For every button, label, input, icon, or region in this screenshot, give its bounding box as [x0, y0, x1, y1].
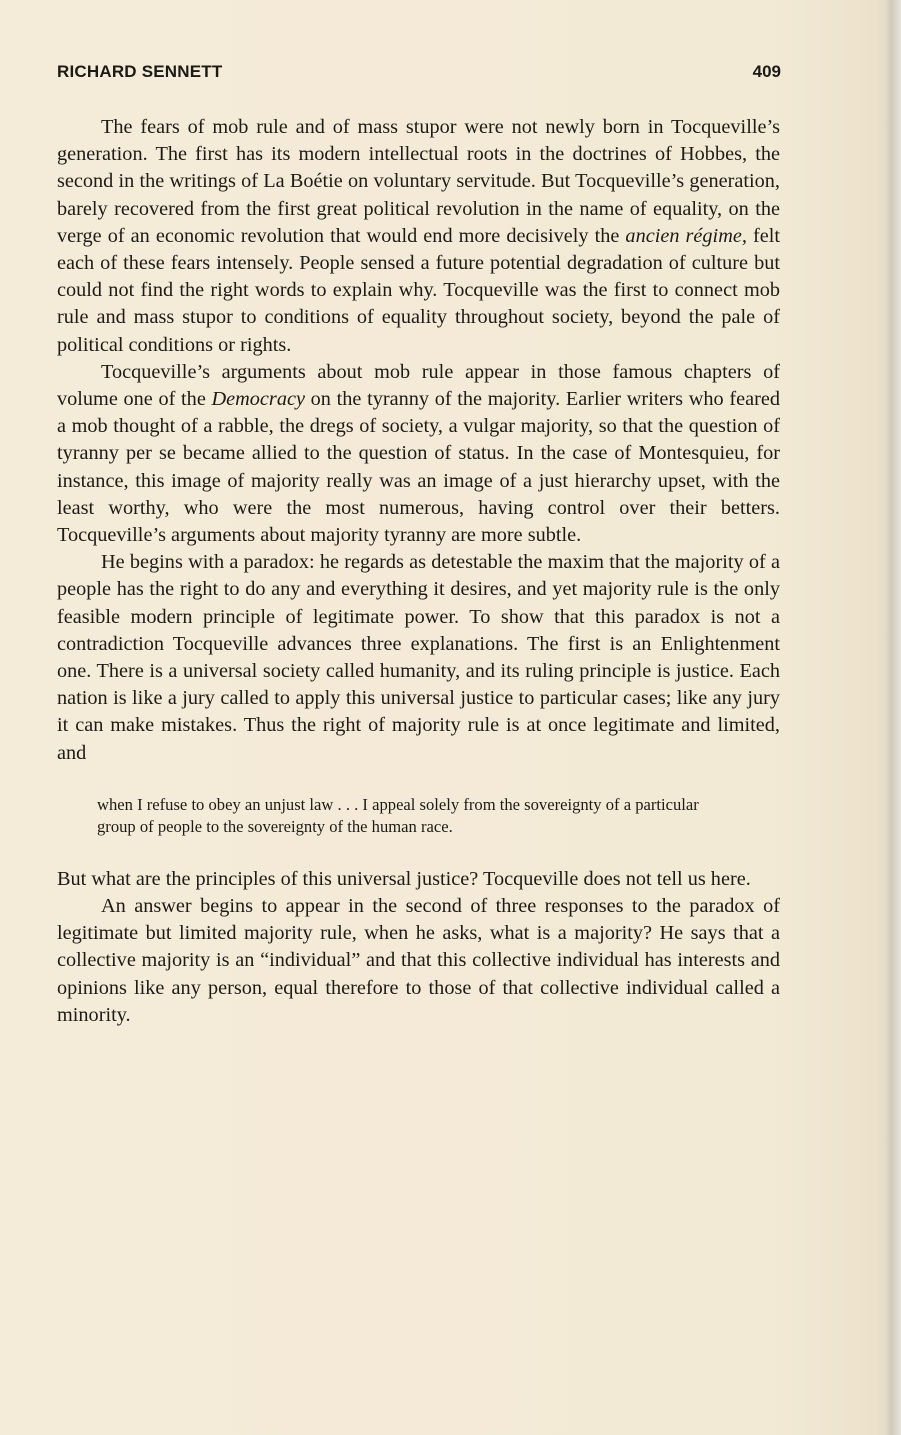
paragraph-2-italic-title: Democracy: [211, 388, 305, 411]
paragraph-1-text-cont: felt each of these fears intensely. People sensed a future potential degradation of culture but could not find the right words to explain why. Tocqueville was the first to connect mob rule and mass stupor to conditions of equality throughout society, beyond the pale of political conditions or rights.: [57, 224, 780, 356]
body-text: [57, 114, 780, 1029]
paragraph-3: He begins with a paradox: he regards as detestable the maxim that the majority of a people has the right to do any and everything it desires, and yet majority rule is the only feasible modern principle of legitimate power. To show that this paradox is not a contradiction Tocqueville advances three explanations. The first is an Enlightenment one. There is a universal society called humanity, and its ruling principle is justice. Each nation is like a jury called to apply this universal justice to particular cases; like any jury it can make mistakes. Thus the right of majority rule is at once legitimate and limited, and: [57, 551, 780, 764]
paragraph-4: But what are the principles of this universal justice? Tocqueville does not tell us here.: [57, 867, 751, 890]
page-number: 409: [752, 62, 781, 81]
running-head-author: RICHARD SENNETT: [57, 62, 223, 81]
paragraph-2-text: Tocqueville’s arguments about mob rule appear in those famous chapters of volume one of the: [57, 360, 780, 411]
paragraph-2-text-cont: on the tyranny of the majority. Earlier writers who feared a mob thought of a rabble, the dregs of society, a vulgar majority, so that the question of tyranny per se became allied to the question of status. In the case of Montesquieu, for instance, this image of majority really was an image of a just hierarchy upset, with the least worthy, who were the most numerous, having control over their betters. Tocqueville’s arguments about majority tyranny are more subtle.: [57, 388, 780, 547]
running-head: [57, 62, 781, 86]
paragraph-5: An answer begins to appear in the second of three responses to the paradox of legitimate but limited majority rule, when he asks, what is a majority? He says that a collective majority is an “individual” and that this collective individual has interests and opinions like any person, equal therefore to those of that collective individual called a minority.: [57, 895, 780, 1026]
paragraph-1: [57, 114, 780, 359]
block-quote: when I refuse to obey an unjust law . . . I appeal solely from the sovereignty of a particular group of people to the sovereignty of the human race.: [97, 794, 699, 837]
paragraph-2: [57, 359, 780, 549]
page-edge-shadow: [885, 0, 901, 1435]
paragraph-1-text: The fears of mob rule and of mass stupor were not newly born in Tocqueville’s generation. The first has its modern intellectual roots in the doctrines of Hobbes, the second in the writings of La Boétie on voluntary servitude. But Tocqueville’s generation, barely recovered from the first great political revolution in the name of equality, on the verge of an economic revolution that would end more decisively the: [57, 116, 780, 247]
paragraph-1-italic-term: ancien régime,: [625, 224, 747, 247]
